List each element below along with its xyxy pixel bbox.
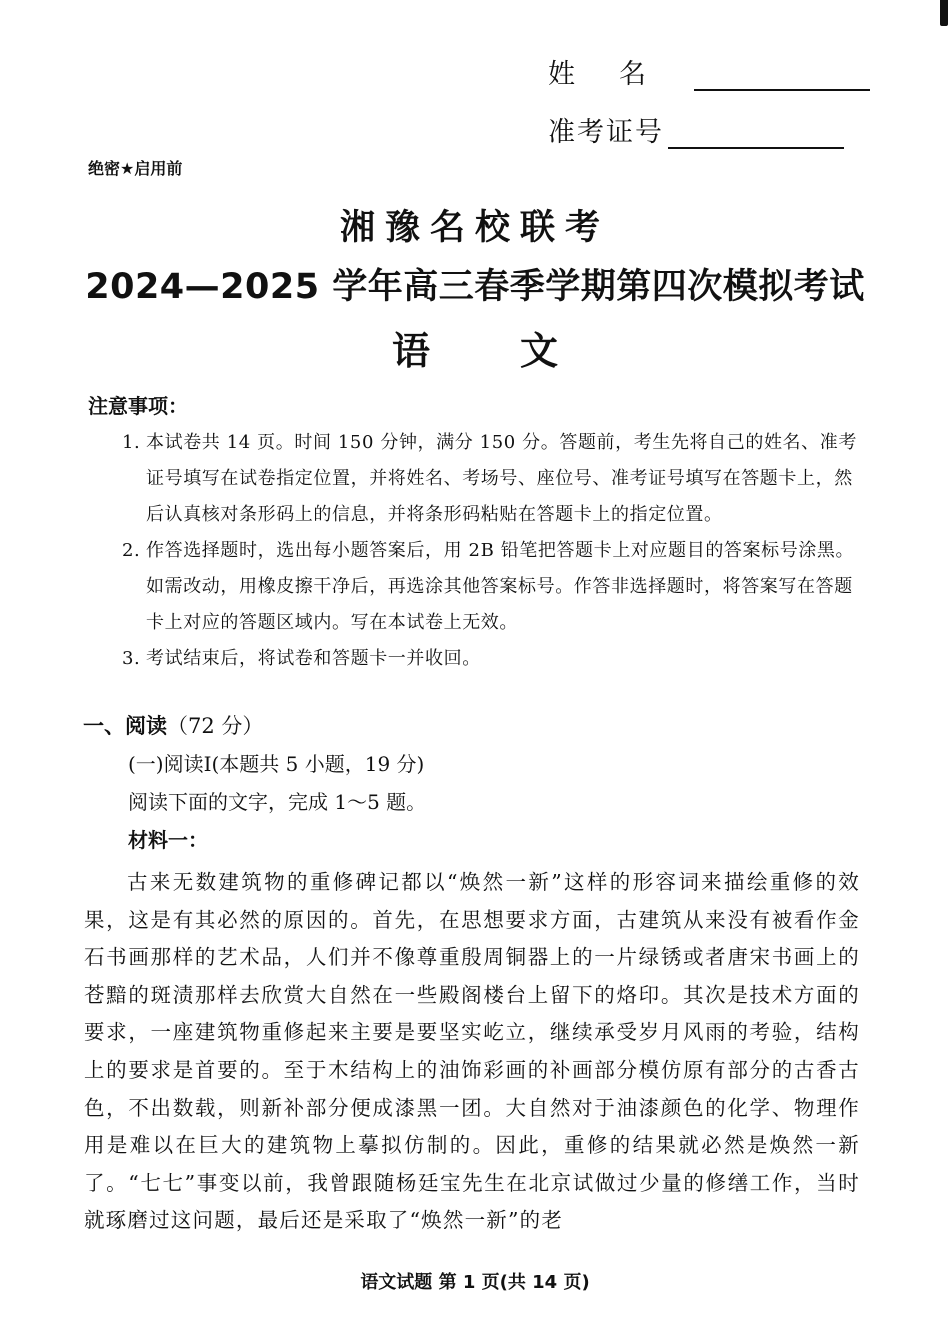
sub-section-heading: (一)阅读Ⅰ(本题共 5 小题，19 分) <box>128 752 425 776</box>
exam-org-title: 湘豫名校联考 <box>339 208 610 248</box>
notice-item-number: 3. <box>122 648 141 669</box>
secret-label: 绝密★启用前 <box>88 159 183 178</box>
notice-item-number: 1. <box>122 432 141 453</box>
exam-id-field <box>548 110 844 149</box>
reading-instruction: 阅读下面的文字，完成 1～5 题。 <box>128 790 427 814</box>
section-heading <box>83 710 263 740</box>
notice-item-text: 考试结束后，将试卷和答题卡一并收回。 <box>146 648 481 669</box>
name-blank-line[interactable] <box>694 63 870 91</box>
notice-item-text: 本试卷共 14 页。时间 150 分钟，满分 150 分。答题前，考生先将自己的姓名、准考证号填写在试卷指定位置，并将姓名、考场号、座位号、准考证号填写在答题卡上，然后认真核对条形码上的信息，并将条形码粘贴在答题卡上的指定位置。 <box>146 432 857 525</box>
notice-item-number: 2. <box>122 540 141 561</box>
exam-title: 2024—2025 学年高三春季学期第四次模拟考试 <box>85 267 865 307</box>
reading-passage: 古来无数建筑物的重修碑记都以“焕然一新”这样的形容词来描绘重修的效果，这是有其必然的原因的。首先，在思想要求方面，古建筑从来没有被看作金石书画那样的艺术品，人们并不像尊重殷周铜器上的一片绿锈或者唐宋书画上的苍黯的斑渍那样去欣赏大自然在一些殿阁楼台上留下的烙印。其次是技术方面的要求，一座建筑物重修起来主要是要坚实屹立，继续承受岁月风雨的考验，结构上的要求是首要的。至于木结构上的油饰彩画的补画部分模仿原有部分的古香古色，不出数载，则新补部分便成漆黑一团。大自然对于油漆颜色的化学、物理作用是难以在巨大的建筑物上摹拟仿制的。因此，重修的结果就必然是焕然一新了。“七七”事变以前，我曾跟随杨廷宝先生在北京试做过少量的修缮工作，当时就琢磨过这问题，最后还是采取了“焕然一新”的老 <box>84 870 860 1233</box>
name-field <box>548 52 870 91</box>
exam-id-blank-line[interactable] <box>668 121 844 149</box>
notice-item <box>122 425 864 533</box>
section-heading-text: 一、阅读 <box>83 714 167 738</box>
name-label: 姓名 <box>548 59 690 90</box>
page-footer: 语文试题 第 1 页(共 14 页) <box>360 1272 590 1293</box>
material-label: 材料一： <box>128 828 208 852</box>
subject-title: 语文 <box>391 329 648 373</box>
corner-mark <box>940 0 948 26</box>
notice-item-text: 作答选择题时，选出每小题答案后，用 2B 铅笔把答题卡上对应题目的答案标号涂黑。如需改动，用橡皮擦干净后，再选涂其他答案标号。作答非选择题时，将答案写在答题卡上对应的答题区域内。写在本试卷上无效。 <box>146 540 855 633</box>
notice-list <box>122 425 864 677</box>
section-score: （72 分） <box>167 714 264 738</box>
notice-item <box>122 533 864 641</box>
notice-heading: 注意事项： <box>88 394 188 418</box>
notice-item <box>122 641 864 677</box>
exam-id-label: 准考证号 <box>548 117 664 148</box>
